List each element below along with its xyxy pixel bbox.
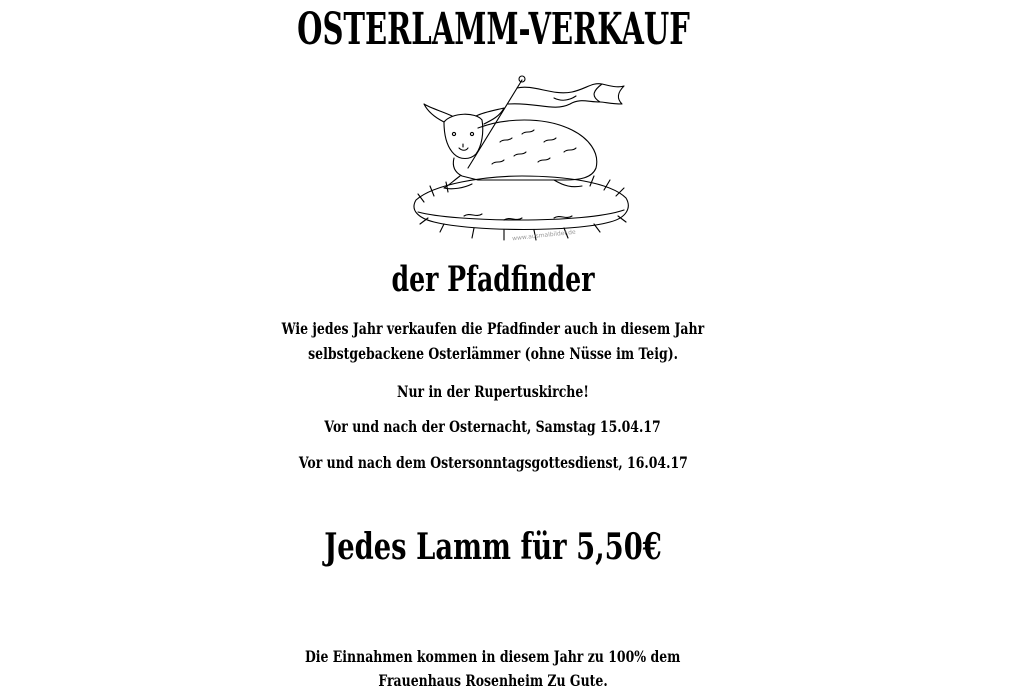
date-line-2 — [0, 452, 986, 474]
footer-line-1-text: Die Einnahmen kommen in diesem Jahr zu 100% dem — [305, 647, 681, 666]
flyer-subtitle — [0, 258, 986, 302]
flyer-title — [0, 2, 986, 58]
intro-line-2 — [0, 343, 986, 365]
date-line-1 — [0, 416, 986, 438]
location-text: Nur in der Rupertuskirche! — [397, 382, 589, 401]
date-line-1-text: Vor und nach der Osternacht, Samstag 15.04.17 — [324, 417, 662, 436]
flyer-title-text: OSTERLAMM-VERKAUF — [296, 4, 690, 55]
illustration-watermark: www.ausmalbilder.de — [511, 228, 577, 243]
intro-line-1 — [0, 318, 986, 340]
price-headline — [0, 524, 986, 570]
footer-line-1 — [0, 646, 986, 668]
flyer-subtitle-text: der Pfadfinder — [391, 259, 595, 300]
location-line — [0, 381, 986, 403]
easter-lamb-with-flag-icon — [404, 72, 636, 244]
intro-line-1-text: Wie jedes Jahr verkaufen die Pfadfinder auch in diesem Jahr — [281, 319, 705, 338]
footer-line-2 — [0, 670, 986, 692]
date-line-2-text: Vor und nach dem Ostersonntagsgottesdienst, 16.04.17 — [298, 453, 688, 472]
price-text: Jedes Lamm für 5,50€ — [324, 526, 662, 568]
intro-line-2-text: selbstgebackene Osterlämmer (ohne Nüsse im Teig). — [308, 344, 678, 363]
footer-line-2-text: Frauenhaus Rosenheim Zu Gute. — [378, 671, 608, 690]
